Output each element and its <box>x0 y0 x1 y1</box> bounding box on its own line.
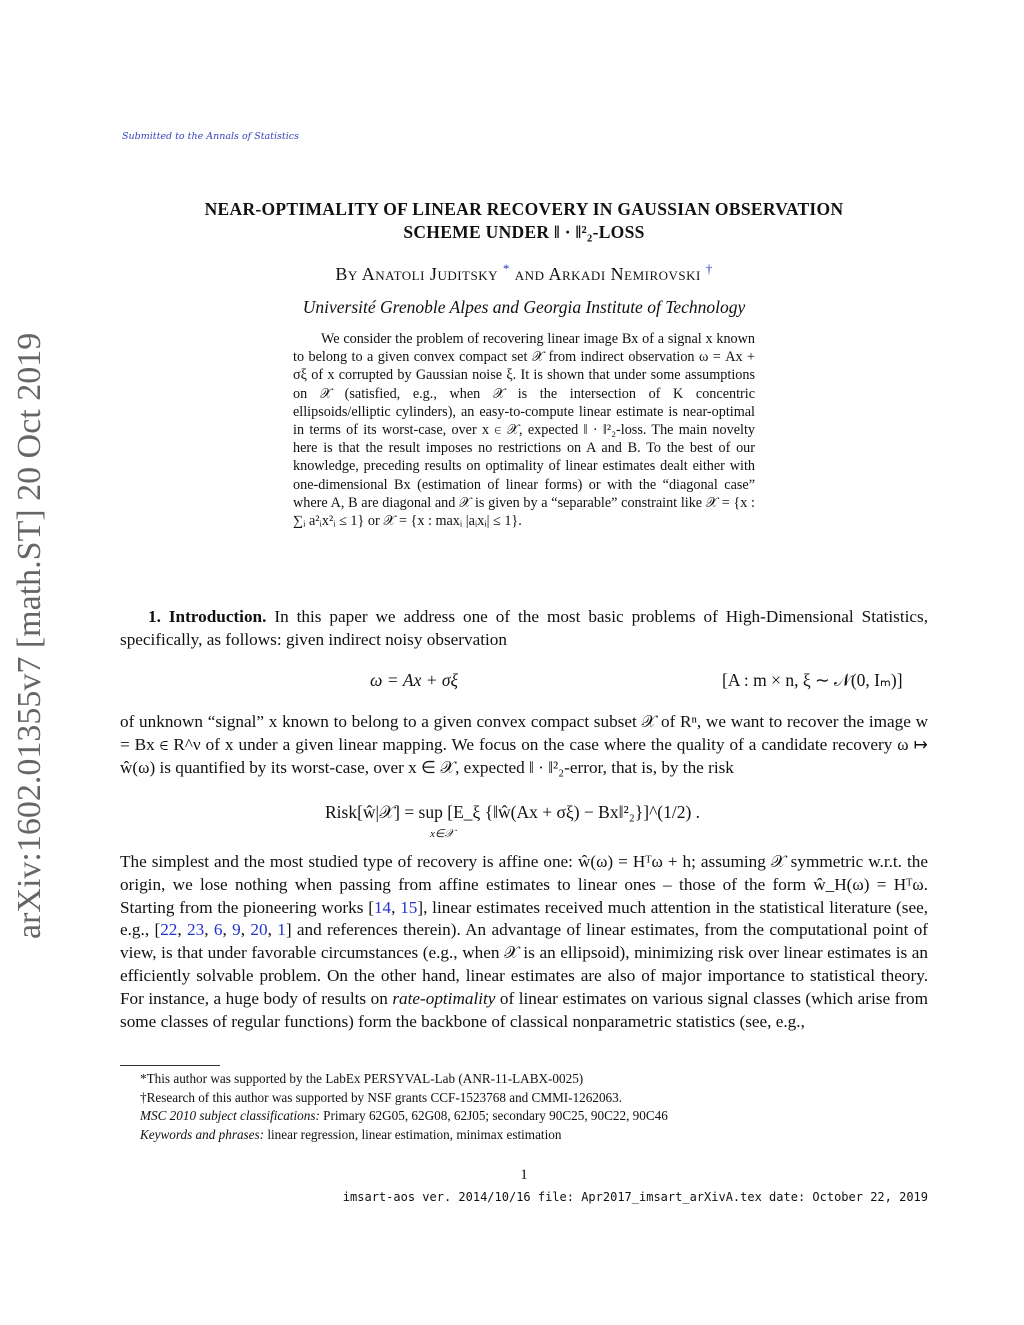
keywords-label: Keywords and phrases: <box>140 1126 265 1142</box>
paragraph-3-text-3: ] and references therein). An advantage of linear estimates, from the computational point of view, is that under favorable circumstances (e.g., when 𝒳 is an ellipsoid), minimizing risk over linear estimates is an efficiently solvable problem. On the other hand, linear estimates are also of major importance to statistical theory. For instance, a huge body of results on <box>120 920 929 1008</box>
emphasis-rate-optimality: rate-optimality <box>392 988 496 1008</box>
observation-equation: ω = Ax + σξ <box>370 670 459 690</box>
msc-codes: Primary 62G05, 62G08, 62J05; secondary 90C25, 90C22, 90C46 <box>323 1108 668 1123</box>
citation-15[interactable]: 15 <box>400 897 418 917</box>
author-2-footnote-mark[interactable]: † <box>705 262 713 276</box>
footnote-2: †Research of this author was supported by NSF grants CCF-1523768 and CMMI-1262063. <box>140 1089 623 1105</box>
and-label: and <box>514 264 545 284</box>
citation-14[interactable]: 14 <box>373 897 392 917</box>
msc-line <box>120 1107 928 1126</box>
page-number: 1 <box>520 1167 528 1183</box>
paragraph-3-text-4: of linear estimates on various signal classes (which arise from some classes of regular functions) form the backbone of classical nonparametric statistics (see, e.g., <box>120 988 928 1031</box>
submitted-note: Submitted to the Annals of Statistics <box>122 131 299 142</box>
citation-6[interactable]: 6 <box>213 920 223 940</box>
imsart-footer: imsart-aos ver. 2014/10/16 file: Apr2017_imsart_arXivA.tex date: October 22, 2019 <box>342 1190 928 1204</box>
observation-equation-tag: [A : m × n, ξ ∼ 𝒩(0, Iₘ)] <box>722 670 903 690</box>
affiliation: Université Grenoble Alpes and Georgia Institute of Technology <box>302 297 746 317</box>
arxiv-stamp <box>0 0 60 1325</box>
keywords-line <box>120 1126 928 1145</box>
section-heading: 1. Introduction. <box>148 607 267 626</box>
footnote-1: *This author was supported by the LabEx PERSYVAL-Lab (ANR-11-LABX-0025) <box>140 1071 584 1086</box>
paragraph-2-text: of unknown “signal” x known to belong to a given convex compact subset 𝒳 of Rⁿ, we want to recover the image w = Bx ∈ R^ν of x under a given linear mapping. We focus on the case where the quality of a candidate recovery ω ↦ ŵ(ω) is quantified by its worst-case, over x ∈ 𝒳, expected ‖ · ‖²₂-error, that is, by the risk <box>120 712 928 777</box>
abstract <box>293 330 755 530</box>
risk-equation: Risk[ŵ|𝒳] = sup [E_ξ {‖ŵ(Ax + σξ) − Bx‖²₂}]^(1/2) . <box>325 802 701 822</box>
intro-text: In this paper we address one of the most basic problems of High-Dimensional Statistics, specifically, as follows: given indirect noisy observation <box>120 607 929 649</box>
arxiv-id[interactable]: arXiv:1602.01355v7 [math.ST] 20 Oct 2019 <box>11 332 48 939</box>
author-1: Anatoli Juditsky <box>361 264 498 284</box>
abstract-text: We consider the problem of recovering linear image Bx of a signal x known to belong to a given convex compact set 𝒳 from indirect observation ω = Ax + σξ of x corrupted by Gaussian noise ξ. It is shown that under some assumptions on 𝒳 (satisfied, e.g., when 𝒳 is the intersection of K concentric ellipsoids/elliptic cylinders), an easy-to-compute linear estimate is near-optimal in terms of its worst-case, over x ∈ 𝒳, expected ‖ · ‖²₂-loss. The main novelty here is that the result imposes no restrictions on A and B. To the best of our knowledge, preceding results on optimality of linear estimates dealt either with one-dimensional Bx (estimation of linear forms) or with the “diagonal case” where A, B are diagonal and 𝒳 is given by a “separable” constraint like 𝒳 = {x : ∑ᵢ a²ᵢx²ᵢ ≤ 1} or 𝒳 = {x : maxᵢ |aᵢxᵢ| ≤ 1}. <box>293 331 755 530</box>
risk-sup-subscript: x∈𝒳 <box>430 828 454 840</box>
paper-title <box>118 198 930 244</box>
citation-1[interactable]: 1 <box>277 920 286 940</box>
footnote-rule <box>120 1065 220 1066</box>
paragraph-3: The simplest and the most studied type of recovery is affine one: ŵ(ω) = Hᵀω + h; assuming 𝒳 symmetric w.r.t. the origin, we lose nothing when passing from affine estimates to linear ones – those of the form ŵ_H(ω) = Hᵀω. Starting from the pioneering works [14, 15], linear estimates received much attention in the statistical literature (see, e.g., [22, 23, 6, 9, 20, 1] and references therein). An advantage of linear estimates, from the computational point of view, is that under favorable circumstances (e.g., when 𝒳 is an ellipsoid), minimizing risk over linear estimates is an efficiently solvable problem. On the other hand, linear estimates are also of major importance to statistical theory. For instance, a huge body of results on rate-optimality of linear estimates on various signal classes (which arise from some classes of regular functions) form the backbone of classical nonparametric statistics (see, e.g., <box>120 852 929 1031</box>
intro-paragraph <box>120 606 928 652</box>
author-2: Arkadi Nemirovski <box>548 264 701 284</box>
title-line-1: NEAR-OPTIMALITY OF LINEAR RECOVERY IN GAUSSIAN OBSERVATION <box>204 199 844 219</box>
author-line <box>118 262 930 285</box>
keywords: linear regression, linear estimation, minimax estimation <box>267 1126 562 1142</box>
title-line-2: SCHEME UNDER ‖ · ‖²₂-LOSS <box>403 222 645 242</box>
citation-22[interactable]: 22 <box>160 920 178 940</box>
paragraph-3-text-2: ], linear estimates received much attention in the statistical literature (see, e.g., [ <box>120 897 929 940</box>
paragraph-2 <box>120 711 928 779</box>
author-1-footnote-mark[interactable]: * <box>503 262 510 276</box>
msc-label: MSC 2010 subject classifications: <box>140 1108 320 1123</box>
citation-20[interactable]: 20 <box>250 920 268 940</box>
paragraph-3-text-1: The simplest and the most studied type of recovery is affine one: ŵ(ω) = Hᵀω + h; assuming 𝒳 symmetric w.r.t. the origin, we lose nothing when passing from affine estimates to linear ones – those of the form ŵ_H(ω) = Hᵀω. Starting from the pioneering works [ <box>120 852 928 917</box>
footnotes <box>120 1070 928 1144</box>
by-label: By <box>335 264 358 284</box>
citation-23[interactable]: 23 <box>187 920 205 940</box>
citation-9[interactable]: 9 <box>232 920 241 940</box>
